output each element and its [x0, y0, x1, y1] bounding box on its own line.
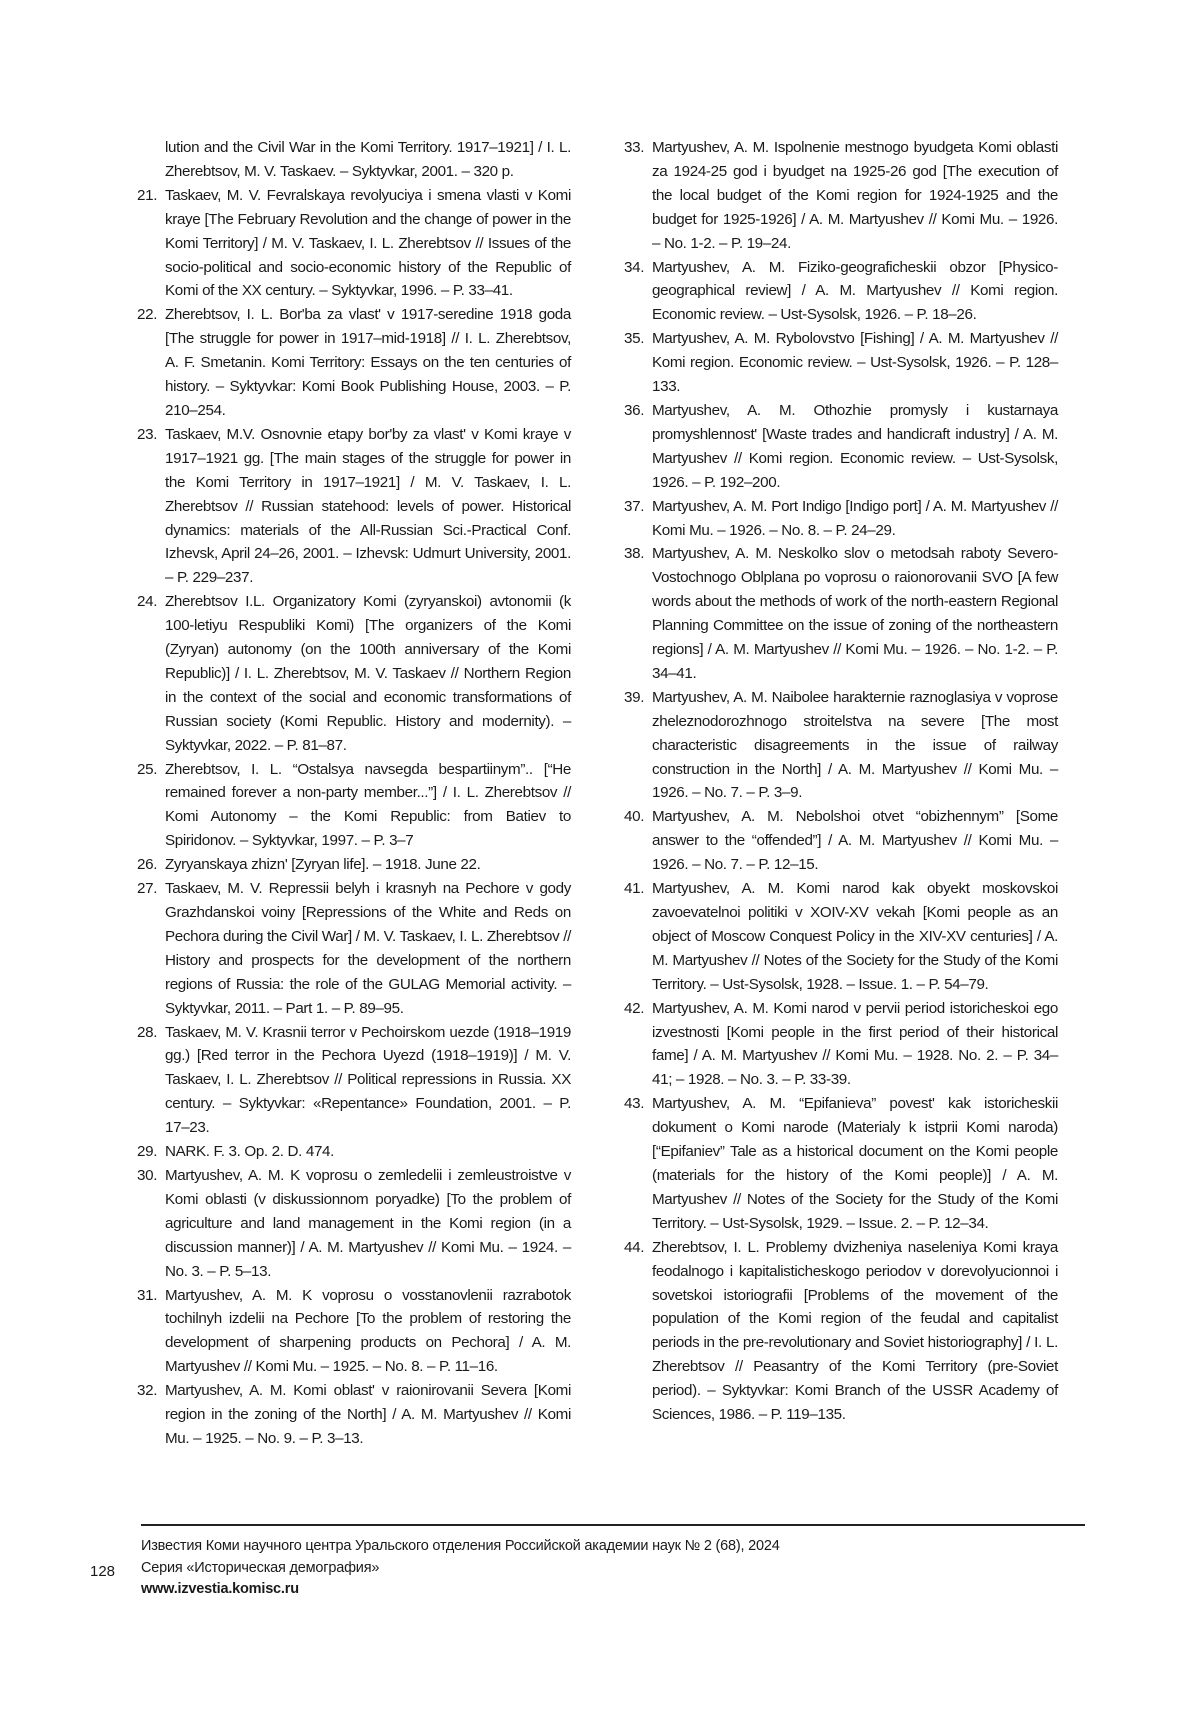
reference-text: Zherebtsov, I. L. “Ostalsya navsegda bespartiinym”.. [“He remained forever a non-party member...”] / I. L. Zherebtsov // Komi Autonomy – the Komi Republic: from Batiev to Spiridonov. – Syktyvkar, 1997. – P. 3–7: [165, 760, 571, 850]
reference-number: 37.: [624, 497, 645, 515]
reference-item: [137, 1379, 571, 1451]
references-column-left: [137, 136, 571, 1451]
reference-number: 35.: [624, 330, 645, 348]
reference-item: [137, 303, 571, 423]
reference-text: Martyushev, A. M. Fiziko-geograficheskii obzor [Physico-geographical review] / A. M. Martyushev // Komi region. Economic review. – Ust-Sysolsk, 1926. – P. 18–26.: [652, 258, 1058, 324]
reference-text: Martyushev, A. M. K voprosu o zemledelii i zemleustroistve v Komi oblasti (v diskussionnom poryadke) [To the problem of agriculture and land management in the Komi region (in a discussion manner)] / A. M. Martyushev // Komi Mu. – 1924. – No. 3. – P. 5–13.: [165, 1166, 571, 1280]
reference-number: 21.: [137, 186, 158, 204]
reference-number: 26.: [137, 856, 158, 874]
reference-number: 31.: [137, 1286, 158, 1304]
reference-text: Martyushev, A. M. “Epifanieva” povest' kak istoricheskii dokument o Komi narode (Materialy k istprii Komi naroda) [“Epifaniev” Tale as a historical document on the Komi people (materials for the history of the Komi people)] / A. M. Martyushev // Notes of the Society for the Study of the Komi Territory. – Ust-Sysolsk, 1929. – Issue. 2. – P. 12–34.: [652, 1095, 1058, 1232]
reference-text: Martyushev, A. M. Komi oblast' v raionirovanii Severa [Komi region in the zoning of the North] / A. M. Martyushev // Komi Mu. – 1925. – No. 9. – P. 3–13.: [165, 1382, 571, 1447]
reference-text: Taskaev, M. V. Krasnii terror v Pechoirskom uezde (1918–1919 gg.) [Red terror in the Pechora Uyezd (1918–1919)] / M. V. Taskaev, I. L. Zherebtsov // Political repressions in Russia. XX century. – Syktyvkar: «Repentance» Foundation, 2001. – P. 17–23.: [165, 1023, 571, 1137]
reference-number: 27.: [137, 880, 158, 898]
reference-text: Taskaev, M.V. Osnovnie etapy bor'by za vlast' v Komi kraye v 1917–1921 gg. [The main stages of the struggle for power in the Komi Territory in 1917–1921] / M. V. Taskaev, I. L. Zherebtsov // Russian statehood: levels of power. Historical dynamics: materials of the All-Russian Sci.-Practical Conf. Izhevsk, April 24–26, 2001. – Izhevsk: Udmurt University, 2001. – P. 229–237.: [165, 425, 571, 587]
journal-series: Серия «Историческая демография»: [141, 1559, 380, 1576]
reference-text: Martyushev, A. M. Komi narod v pervii period istoricheskoi ego izvestnosti [Komi people in the first period of their historical fame] / A. M. Martyushev // Komi Mu. – 1928. No. 2. – P. 34–41; – 1928. – No. 3. – P. 33-39.: [652, 999, 1058, 1089]
journal-website-link[interactable]: www.izvestia.komisc.ru: [141, 1581, 299, 1597]
reference-item: [624, 877, 1058, 997]
reference-item: [137, 1164, 571, 1284]
reference-text: Martyushev, A. M. Nebolshoi otvet “obizhennym” [Some answer to the “offended”] / A. M. Martyushev // Komi Mu. – 1926. – No. 7. – P. 12–15.: [652, 808, 1058, 874]
reference-text: Zyryanskaya zhizn' [Zyryan life]. – 1918. June 22.: [165, 856, 481, 874]
reference-number: 36.: [624, 401, 645, 419]
reference-text: Martyushev, A. M. Neskolko slov o metodsah raboty Severo-Vostochnogo Oblplana po voprosu o raionorovanii SVO [A few words about the methods of work of the north-eastern Regional Planning Committee on the issue of zoning of the northeastern regions] / A. M. Martyushev // Komi Mu. – 1926. – No. 1-2. – P. 34–41.: [652, 545, 1058, 682]
reference-text: Martyushev, A. M. Port Indigo [Indigo port] / A. M. Martyushev // Komi Mu. – 1926. – No. 8. – P. 24–29.: [652, 497, 1058, 539]
reference-text: lution and the Civil War in the Komi Territory. 1917–1921] / I. L. Zherebtsov, M. V. Taskaev. – Syktyvkar, 2001. – 320 p.: [165, 139, 571, 180]
reference-item: [137, 1140, 571, 1164]
reference-item: [624, 542, 1058, 685]
reference-item: [137, 1021, 571, 1141]
reference-text: Zherebtsov, I. L. Problemy dvizheniya naseleniya Komi kraya feodalnogo i kapitalisticheskogo periodov v dorevolyucionnoi i sovetskoi istoriografii [Problems of the movement of the population of the Komi region of the feudal and capitalist periods in the pre-revolutionary and Soviet historiography] / I. L. Zherebtsov // Peasantry of the Komi Territory (pre-Soviet period). – Syktyvkar: Komi Branch of the USSR Academy of Sciences, 1986. – P. 119–135.: [652, 1238, 1058, 1424]
reference-number: 28.: [137, 1023, 158, 1041]
reference-item: [624, 495, 1058, 543]
reference-item: [137, 1284, 571, 1380]
reference-item: [624, 1092, 1058, 1235]
reference-item: [624, 805, 1058, 877]
reference-number: 22.: [137, 306, 158, 324]
reference-item: [137, 184, 571, 304]
journal-title: Известия Коми научного центра Уральского отделения Российской академии наук № 2 (68), 2024: [141, 1538, 780, 1554]
reference-item: [624, 399, 1058, 495]
reference-text: Zherebtsov I.L. Organizatory Komi (zyryanskoi) avtonomii (k 100-letiyu Respubliki Komi) [The organizers of the Komi (Zyryan) autonomy (on the 100th anniversary of the Komi Republic)] / I. L. Zherebtsov, M. V. Taskaev // Northern Region in the context of the social and economic transformations of Russian society (Komi Republic. History and modernity). – Syktyvkar, 2022. – P. 81–87.: [165, 593, 571, 754]
reference-number: 39.: [624, 688, 645, 706]
reference-text: Martyushev, A. M. Ispolnenie mestnogo byudgeta Komi oblasti za 1924-25 god i byudget na 1925-26 god [The execution of the local budget of the Komi region for 1924-1925 and the budget for 1925-1926] / A. M. Martyushev // Komi Mu. – 1926. – No. 1-2. – P. 19–24.: [652, 139, 1058, 252]
reference-number: 25.: [137, 760, 158, 778]
reference-text: NARK. F. 3. Op. 2. D. 474.: [165, 1143, 335, 1161]
reference-number: 29.: [137, 1143, 158, 1161]
reference-item: [137, 423, 571, 590]
reference-number: 42.: [624, 999, 645, 1017]
reference-item: [137, 136, 571, 184]
reference-number: 43.: [624, 1095, 645, 1113]
reference-number: 34.: [624, 258, 645, 276]
journal-footer: [141, 1536, 780, 1601]
reference-number: 32.: [137, 1382, 158, 1400]
reference-number: 38.: [624, 545, 645, 563]
references-column-right: [624, 136, 1058, 1427]
reference-number: 23.: [137, 425, 158, 443]
page-number: 128: [90, 1563, 116, 1580]
reference-text: Taskaev, M. V. Repressii belyh i krasnyh na Pechore v gody Grazhdanskoi voiny [Repressions of the White and Reds on Pechora during the Civil War] / M. V. Taskaev, I. L. Zherebtsov // History and prospects for the development of the northern regions of Russia: the role of the GULAG Memorial activity. – Syktyvkar, 2011. – Part 1. – P. 89–95.: [165, 880, 571, 1017]
reference-number: 24.: [137, 593, 158, 611]
reference-number: 40.: [624, 808, 645, 826]
reference-item: [137, 853, 571, 877]
reference-text: Martyushev, A. M. K voprosu o vosstanovlenii razrabotok tochilnyh izdelii na Pechore [To the problem of restoring the development of sharpening products on Pechora] / A. M. Martyushev // Komi Mu. – 1925. – No. 8. – P. 11–16.: [165, 1286, 571, 1376]
reference-text: Martyushev, A. M. Komi narod kak obyekt moskovskoi zavoevatelnoi politiki v XOIV-XV vekah [Komi people as an object of Moscow Conquest Policy in the XIV-XV centuries] / A. M. Martyushev // Notes of the Society for the Study of the Komi Territory. – Ust-Sysolsk, 1928. – Issue. 1. – P. 54–79.: [652, 880, 1058, 993]
reference-text: Zherebtsov, I. L. Bor'ba za vlast' v 1917-seredine 1918 goda [The struggle for power in 1917–mid-1918] // I. L. Zherebtsov, A. F. Smetanin. Komi Territory: Essays on the ten centuries of history. – Syktyvkar: Komi Book Publishing House, 2003. – P. 210–254.: [165, 306, 571, 419]
reference-text: Taskaev, M. V. Fevralskaya revolyuciya i smena vlasti v Komi kraye [The February Revolution and the change of power in the Komi Territory] / M. V. Taskaev, I. L. Zherebtsov // Issues of the socio-political and socio-economic history of the Republic of Komi of the XX century. – Syktyvkar, 1996. – P. 33–41.: [165, 186, 571, 300]
reference-item: [624, 686, 1058, 806]
reference-item: [624, 327, 1058, 399]
reference-number: 33.: [624, 139, 645, 156]
reference-item: [624, 997, 1058, 1093]
reference-item: [624, 136, 1058, 256]
reference-text: Martyushev, A. M. Othozhie promysly i kustarnaya promyshlennost' [Waste trades and handicraft industry] / A. M. Martyushev // Komi region. Economic review. – Ust-Sysolsk, 1926. – P. 192–200.: [652, 401, 1058, 491]
reference-item: [624, 256, 1058, 328]
reference-item: [137, 590, 571, 757]
reference-item: [137, 877, 571, 1020]
reference-item: [624, 1236, 1058, 1427]
reference-number: 41.: [624, 880, 645, 898]
reference-number: 30.: [137, 1166, 158, 1184]
reference-number: 44.: [624, 1238, 645, 1256]
reference-text: Martyushev, A. M. Rybolovstvo [Fishing] / A. M. Martyushev // Komi region. Economic review. – Ust-Sysolsk, 1926. – P. 128–133.: [652, 330, 1058, 396]
reference-text: Martyushev, A. M. Naibolee harakternie raznoglasiya v voprose zheleznodorozhnogo stroitelstva na severe [The most characteristic disagreements in the issue of railway construction in the North] / A. M. Martyushev // Komi Mu. – 1926. – No. 7. – P. 3–9.: [652, 688, 1058, 802]
footer-divider: [141, 1524, 1085, 1526]
reference-item: [137, 758, 571, 854]
